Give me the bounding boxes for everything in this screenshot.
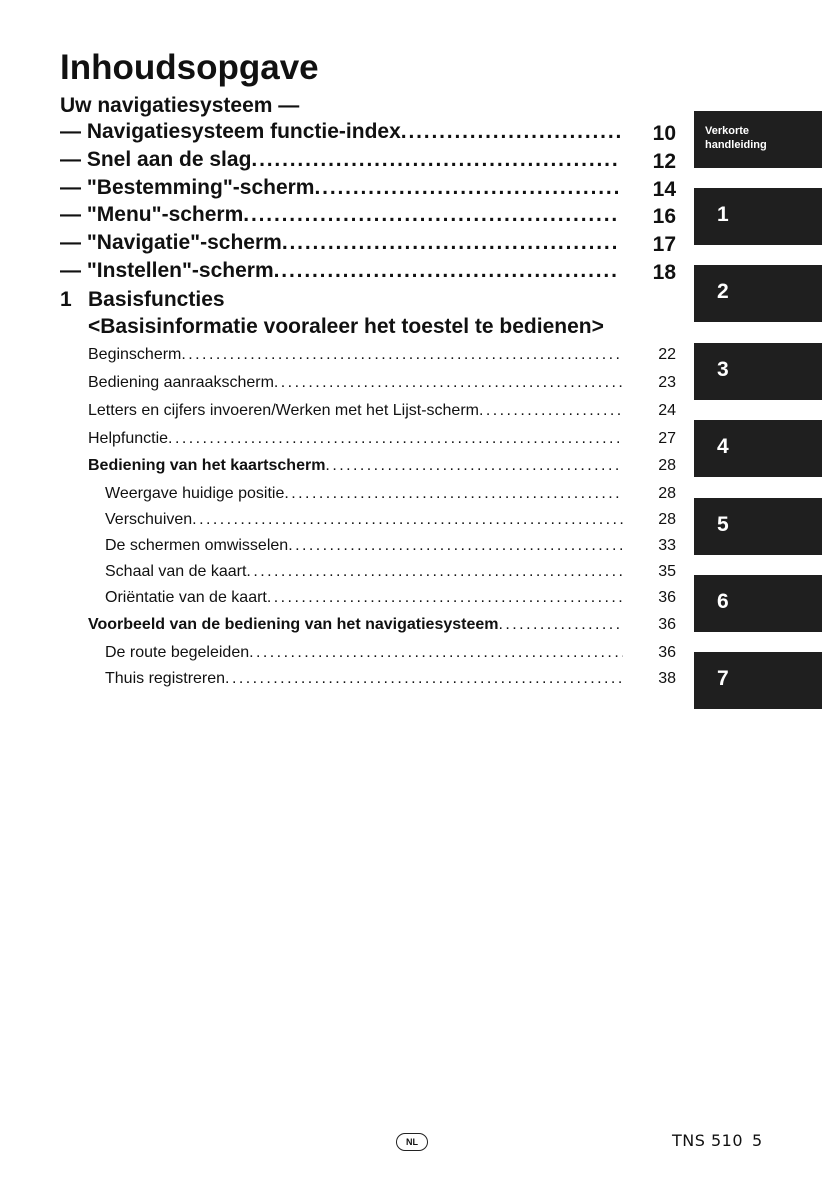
language-badge: NL (396, 1133, 428, 1151)
toc-entry-page: 28 (658, 457, 676, 474)
toc-entry-map-orientation[interactable] (105, 587, 623, 609)
toc-entry-destination-screen[interactable] (60, 176, 620, 204)
toc-entry-page: 36 (658, 589, 676, 606)
leader-dots (284, 483, 623, 505)
leader-dots (325, 455, 623, 477)
toc-entry-label: Weergave huidige positie (105, 485, 285, 502)
tab-label: 1 (717, 203, 729, 226)
leader-dots (225, 668, 623, 690)
leader-dots (246, 561, 623, 583)
toc-entry-page: 16 (652, 205, 676, 228)
page-number: 5 (752, 1131, 763, 1150)
toc-entry-label: Oriëntatie van de kaart (105, 589, 267, 606)
leader-dots (168, 428, 623, 450)
leader-dots (274, 372, 623, 394)
toc-entry-current-position[interactable] (105, 483, 623, 505)
toc-entry-label: Verschuiven (105, 511, 193, 528)
toc-entry-settings-screen[interactable] (60, 259, 620, 287)
tab-label: 3 (717, 358, 729, 381)
toc-entry-register-home[interactable] (105, 668, 623, 690)
tab-label: 7 (717, 667, 729, 690)
toc-entry-label: — "Bestemming"-scherm (60, 176, 315, 199)
toc-entry-page: 33 (658, 537, 676, 554)
toc-entry-touchscreen[interactable] (88, 372, 623, 394)
leader-dots (181, 344, 623, 366)
leader-dots (499, 614, 624, 636)
toc-entry-label: Helpfunctie (88, 430, 169, 447)
leader-dots (288, 535, 623, 557)
toc-entry-label: Bediening aanraakscherm (88, 374, 274, 391)
leader-dots (479, 400, 623, 422)
toc-subtitle: Uw navigatiesysteem — (60, 94, 300, 117)
tab-section-6[interactable] (694, 575, 822, 632)
toc-entry-help[interactable] (88, 428, 623, 450)
toc-entry-label: Bediening van het kaartscherm (88, 457, 326, 474)
leader-dots (192, 509, 623, 531)
leader-dots (401, 120, 620, 144)
section-title: Basisfuncties (88, 288, 225, 311)
leader-dots (249, 642, 623, 664)
toc-entry-page: 27 (658, 430, 676, 447)
tab-label: 6 (717, 590, 729, 613)
tab-section-2[interactable] (694, 265, 822, 322)
toc-entry-label: — "Navigatie"-scherm (60, 231, 282, 254)
toc-entry-page: 38 (658, 670, 676, 687)
toc-entry-map-screen[interactable] (88, 455, 623, 477)
toc-entry-page: 36 (658, 644, 676, 661)
toc-entry-operation-example[interactable] (88, 614, 623, 636)
tab-section-4[interactable] (694, 420, 822, 477)
model-name: TNS 510 (672, 1131, 744, 1150)
leader-dots (243, 203, 620, 227)
toc-entry-label: Letters en cijfers invoeren/Werken met het Lijst-scherm (88, 402, 479, 419)
toc-entry-page: 35 (658, 563, 676, 580)
toc-entry-input-list[interactable] (88, 400, 623, 422)
leader-dots (314, 176, 620, 200)
toc-entry-page: 18 (652, 261, 676, 284)
tab-section-3[interactable] (694, 343, 822, 400)
toc-entry-page: 24 (658, 402, 676, 419)
toc-entry-scroll[interactable] (105, 509, 623, 531)
toc-entry-page: 28 (658, 485, 676, 502)
leader-dots (267, 587, 623, 609)
leader-dots (251, 148, 620, 172)
toc-entry-page: 10 (652, 122, 676, 145)
toc-entry-label: — Snel aan de slag (60, 148, 252, 171)
toc-entry-label: De route begeleiden (105, 644, 250, 661)
toc-entry-label: Schaal van de kaart (105, 563, 247, 580)
tab-section-1[interactable] (694, 188, 822, 245)
section-subtitle: <Basisinformatie vooraleer het toestel te bedienen> (88, 315, 604, 338)
toc-entry-home-screen[interactable] (88, 344, 623, 366)
toc-entry-label: De schermen omwisselen (105, 537, 289, 554)
toc-entry-quick-start[interactable] (60, 148, 620, 176)
toc-entry-switch-screens[interactable] (105, 535, 623, 557)
toc-entry-label: — "Instellen"-scherm (60, 259, 274, 282)
tab-section-7[interactable] (694, 652, 822, 709)
tab-label: 4 (717, 435, 729, 458)
toc-entry-navigation-screen[interactable] (60, 231, 620, 259)
toc-entry-label: Beginscherm (88, 346, 182, 363)
toc-entry-route-guidance[interactable] (105, 642, 623, 664)
tab-label: Verkorte handleiding (705, 125, 767, 151)
toc-entry-page: 22 (658, 346, 676, 363)
toc-entry-map-scale[interactable] (105, 561, 623, 583)
section-number: 1 (60, 288, 72, 311)
tab-quick-guide[interactable] (694, 111, 822, 168)
toc-entry-page: 17 (652, 233, 676, 256)
tab-label: 5 (717, 513, 729, 536)
toc-entry-label: — "Menu"-scherm (60, 203, 244, 226)
leader-dots (282, 231, 620, 255)
toc-entry-page: 36 (658, 616, 676, 633)
leader-dots (274, 259, 620, 283)
toc-entry-page: 12 (652, 150, 676, 173)
toc-entry-label: — Navigatiesysteem functie-index (60, 120, 401, 143)
toc-entry-menu-screen[interactable] (60, 203, 620, 231)
toc-entry-label: Voorbeeld van de bediening van het navigatiesysteem (88, 616, 499, 633)
toc-entry-function-index[interactable] (60, 120, 620, 148)
toc-entry-page: 23 (658, 374, 676, 391)
tab-label: 2 (717, 280, 729, 303)
toc-entry-page: 28 (658, 511, 676, 528)
toc-entry-label: Thuis registreren (105, 670, 226, 687)
toc-entry-page: 14 (652, 178, 676, 201)
page-title: Inhoudsopgave (60, 48, 319, 87)
tab-section-5[interactable] (694, 498, 822, 555)
